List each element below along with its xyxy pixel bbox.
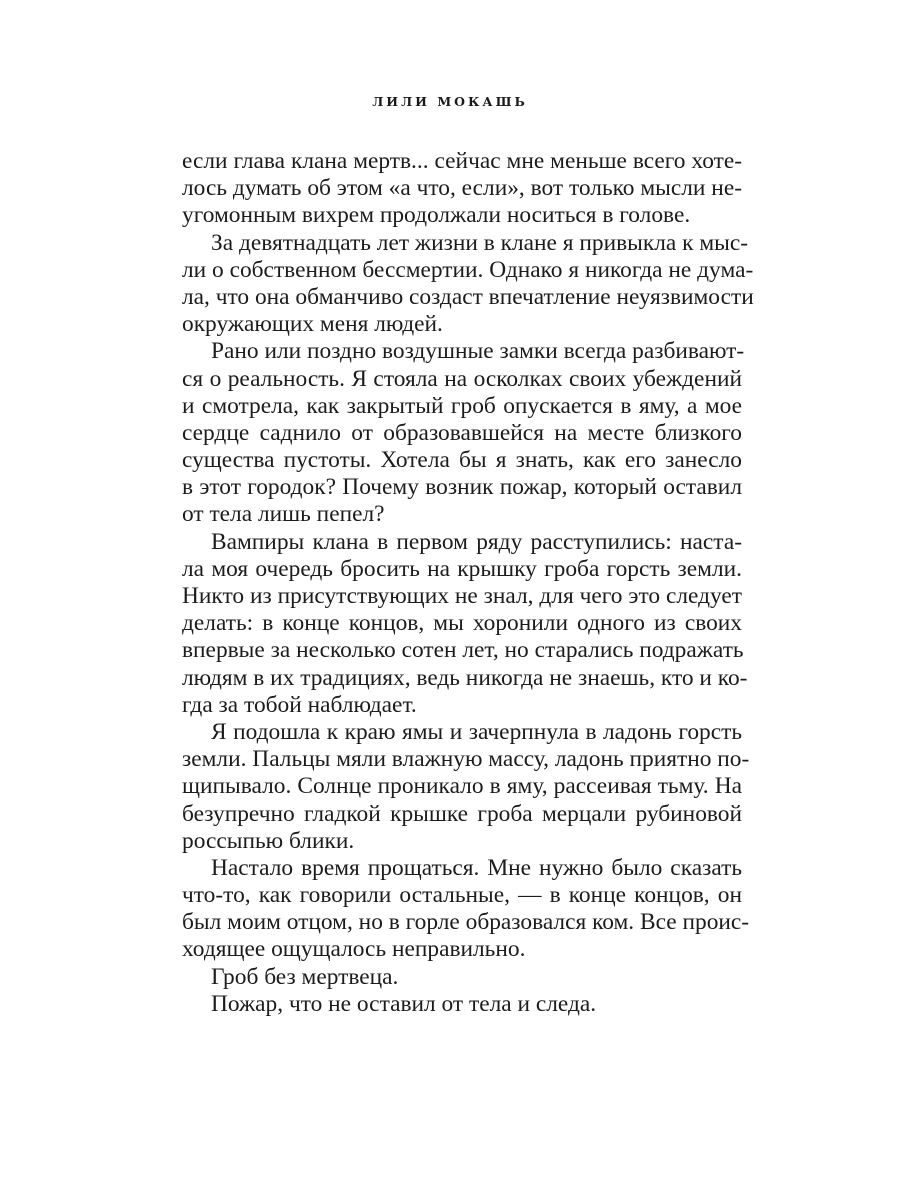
paragraph [182, 148, 742, 230]
text-line: сердце саднило от образовавшейся на месте близкого [182, 419, 742, 446]
text-line: лось думать об этом «а что, если», вот только мысли не- [182, 175, 742, 202]
paragraph [182, 338, 745, 528]
text-line: что-то, как говорили остальные, — в конце концов, он [182, 882, 742, 909]
text-line: людям в их традициях, ведь никогда не знаешь, кто и ко- [182, 664, 748, 691]
text-line: угомонным вихрем продолжали носиться в голове. [182, 202, 691, 229]
text-line: и смотрела, как закрытый гроб опускается в яму, а мое [182, 392, 742, 419]
text-line: от тела лишь пепел? [182, 501, 385, 528]
text-line: Вампиры клана в первом ряду расступились: наста- [211, 528, 742, 555]
paragraph [182, 854, 750, 964]
text-line: За девятнадцать лет жизни в клане я привыкла к мыс- [211, 229, 749, 256]
text-line: если глава клана мертв... сейчас мне меньше всего хоте- [182, 148, 742, 174]
text-line: ся о реальность. Я стояла на осколках своих убеждений [182, 365, 742, 392]
text-line: Настало время прощаться. Мне нужно было сказать [211, 854, 742, 881]
text-line: окружающих меня людей. [182, 311, 443, 338]
text-line: Пожар, что не оставил от тела и следа. [211, 990, 597, 1017]
text-line: делать: в конце концов, мы хоронили одного из своих [182, 610, 742, 637]
text-line: Никто из присутствующих не знал, для чего это следует [182, 583, 742, 609]
text-line: Я подошла к краю ямы и зачерпнула в ладонь горсть [211, 718, 742, 745]
text-line: ли о собственном бессмертии. Однако я никогда не дума- [182, 256, 754, 283]
text-line: Гроб без мертвеца. [211, 963, 399, 990]
text-line: ла моя очередь бросить на крышку гроба горсть земли. [182, 555, 742, 582]
text-line: гда за тобой наблюдает. [182, 691, 417, 718]
paragraph [182, 991, 742, 1018]
text-line: земли. Пальцы мяли влажную массу, ладонь приятно по- [182, 746, 750, 773]
text-line: впервые за несколько сотен лет, но старались подражать [182, 637, 744, 664]
text-line: ходящее ощущалось неправильно. [182, 936, 526, 963]
text-line: щипывало. Солнце проникало в яму, рассеивая тьму. На [182, 773, 742, 800]
text-line: ла, что она обманчиво создаст впечатление неуязвимости [182, 283, 754, 310]
paragraph [182, 229, 754, 339]
text-line: в этот городок? Почему возник пожар, который оставил [182, 474, 742, 501]
text-line: россыпью блики. [182, 827, 355, 854]
text-line: был моим отцом, но в горле образовался ком. Все проис- [182, 909, 750, 936]
text-line: Рано или поздно воздушные замки всегда разбивают- [211, 338, 745, 365]
text-line: существа пустоты. Хотела бы я знать, как его занесло [182, 447, 742, 474]
paragraph [182, 718, 750, 855]
paragraph [182, 964, 742, 991]
paragraph [182, 528, 748, 719]
text-line: безупречно гладкой крышке гроба мерцали рубиновой [182, 800, 742, 827]
body-text [182, 148, 754, 1018]
running-head: ЛИЛИ МОКАШЬ [372, 94, 528, 109]
